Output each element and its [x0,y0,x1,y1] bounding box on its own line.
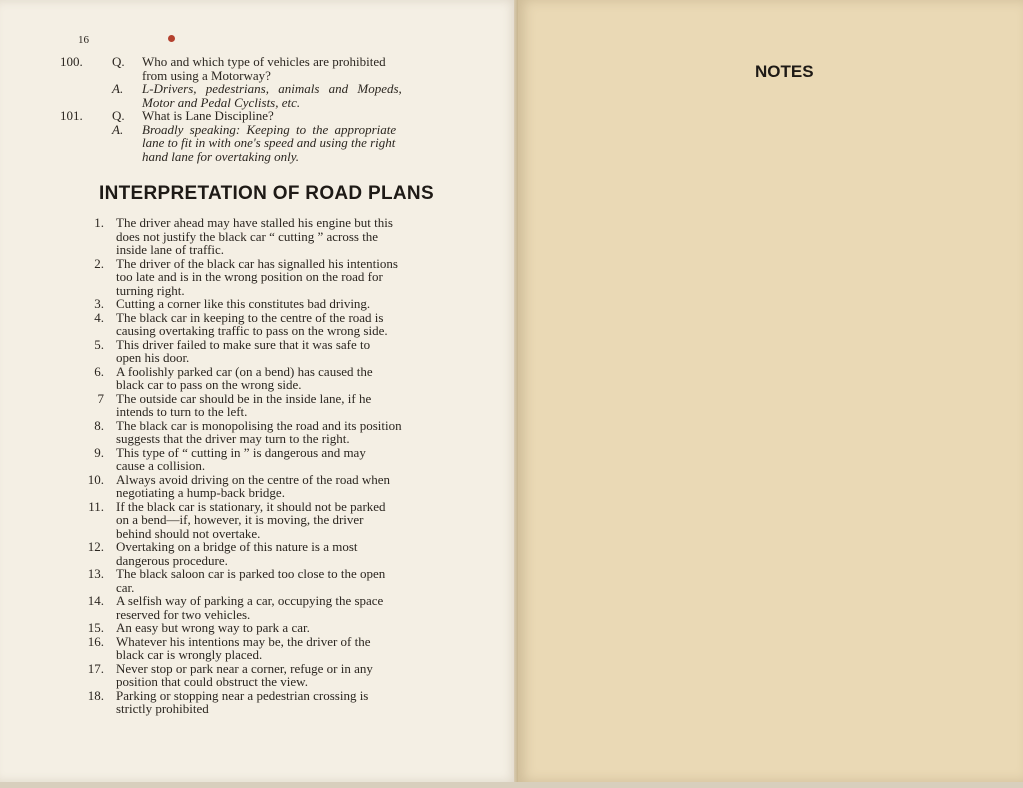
road-plan-item [0,473,518,500]
road-plan-item [0,540,518,567]
road-plan-line: causing overtaking traffic to pass on the wrong side. [116,323,388,338]
road-plan-line: car. [116,579,135,595]
road-plan-line: This type of “ cutting in ” is dangerous and may [116,444,366,460]
road-plan-item [0,662,518,689]
road-plan-line: negotiating a hump-back bridge. [116,485,285,500]
road-plan-line: inside lane of traffic. [116,242,225,257]
road-plan-number: 8. [94,417,104,433]
answer-line: Broadly speaking: Keeping to the appropriate [142,121,397,137]
notes-title: NOTES [755,62,814,81]
road-plan-item [0,297,518,311]
road-plan-number: 12. [87,539,104,554]
road-plan-line: does not justify the black car “ cutting ” across the [116,228,379,244]
road-plan-item [0,392,518,419]
road-plan-item [0,338,518,365]
road-plan-item [0,635,518,662]
road-plan-number: 10. [87,471,104,487]
road-plan-line: Cutting a corner like this constitutes bad driving. [116,296,371,311]
road-plan-line: Never stop or park near a corner, refuge or in any [116,660,373,676]
answer-line: lane to fit in with one's speed and using the right [142,135,396,150]
road-plan-item [0,446,518,473]
road-plan-item [0,621,518,635]
road-plan-line: intends to turn to the left. [116,404,248,419]
road-plan-number: 15. [87,620,104,635]
road-plan-line: black car to pass on the wrong side. [116,377,302,392]
question-mark-label: Q. [112,54,125,69]
road-plan-line: Parking or stopping near a pedestrian crossing is [116,687,369,703]
road-plan-number: 6. [94,363,104,379]
section-heading: INTERPRETATION OF ROAD PLANS [99,183,434,204]
answer-line: hand lane for overtaking only. [142,148,300,164]
road-plan-line: The driver of the black car has signalled his intentions [116,255,398,271]
answer-line: Motor and Pedal Cyclists, etc. [142,94,301,110]
red-ink-mark-icon [168,35,175,42]
road-plan-line: A foolishly parked car (on a bend) has caused the [116,363,373,379]
scan-bottom-edge [0,782,1023,788]
page-number: 16 [78,34,89,46]
road-plan-line: The black car is monopolising the road and its position [116,417,402,433]
road-plan-number: 18. [87,687,104,703]
road-plan-line: Whatever his intentions may be, the driver of the [116,633,371,649]
road-plan-item [0,311,518,338]
road-plan-number: 9. [94,444,104,460]
road-plan-number: 3. [94,296,104,311]
road-plan-number: 4. [94,309,104,325]
road-plan-line: dangerous procedure. [116,552,228,568]
road-plan-number: 2. [94,255,104,271]
road-plan-number: 16. [87,633,104,649]
road-plan-line: too late and is in the wrong position on the road for [116,269,383,284]
question-line: from using a Motorway? [142,67,271,83]
road-plan-line: The driver ahead may have stalled his engine but this [116,215,393,230]
road-plan-line: An easy but wrong way to park a car. [116,620,310,635]
road-plan-line: reserved for two vehicles. [116,606,251,622]
road-plan-line: If the black car is stationary, it should not be parked [116,498,386,514]
right-page [518,0,1023,782]
road-plan-item [0,594,518,621]
road-plan-line: The black car in keeping to the centre of the road is [116,309,384,325]
road-plan-line: open his door. [116,350,190,365]
road-plan-line: behind should not overtake. [116,525,261,541]
road-plan-item [0,689,518,716]
road-plan-line: suggests that the driver may turn to the right. [116,431,350,446]
road-plan-line: on a bend—if, however, it is moving, the driver [116,512,364,527]
road-plan-number: 13. [87,566,104,581]
qa-number: 101. [60,108,83,123]
road-plan-item [0,500,518,541]
road-plan-item [0,567,518,594]
road-plan-line: turning right. [116,282,185,298]
road-plan-line: This driver failed to make sure that it was safe to [116,336,371,352]
answer-line: L-Drivers, pedestrians, animals and Mopeds, [142,81,402,96]
road-plan-line: position that could obstruct the view. [116,674,308,689]
road-plan-line: black car is wrongly placed. [116,647,263,662]
road-plan-number: 7 [97,390,104,406]
answer-mark-label: A. [112,81,124,96]
question-line: Who and which type of vehicles are prohibited [142,54,386,69]
road-plan-number: 1. [94,215,104,230]
road-plan-item [0,365,518,392]
road-plan-number: 17. [87,660,104,676]
qa-number: 100. [60,54,83,69]
road-plans-list [0,216,518,716]
question-mark-label: Q. [112,108,125,123]
road-plan-number: 11. [88,498,104,514]
road-plan-number: 14. [87,593,104,608]
road-plan-line: Overtaking on a bridge of this nature is a most [116,539,358,554]
road-plan-line: The outside car should be in the inside lane, if he [116,390,372,406]
road-plan-line: Always avoid driving on the centre of the road when [116,471,391,487]
road-plan-item [0,257,518,298]
road-plan-item [0,216,518,257]
road-plan-line: A selfish way of parking a car, occupying the space [116,593,384,608]
question-line: What is Lane Discipline? [142,108,274,123]
road-plan-line: strictly prohibited [116,701,209,716]
road-plan-item [0,419,518,446]
road-plan-line: cause a collision. [116,458,206,473]
road-plan-line: The black saloon car is parked too close to the open [116,566,386,581]
road-plan-number: 5. [94,336,104,352]
answer-mark-label: A. [112,121,124,137]
